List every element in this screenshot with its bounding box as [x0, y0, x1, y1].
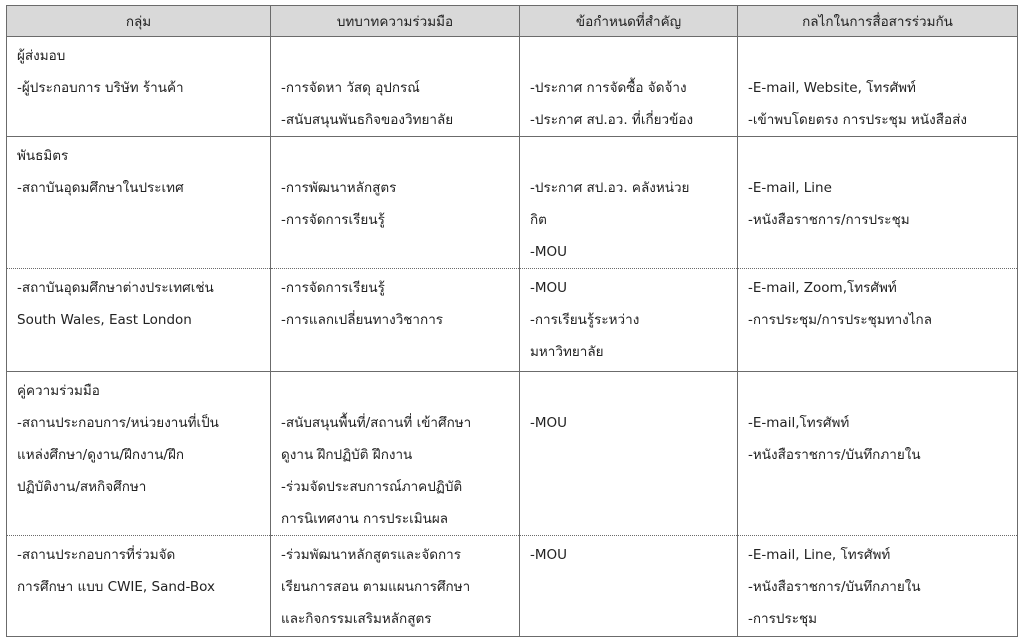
cell-requirements: -MOU -การเรียนรู้ระหว่าง มหาวิทยาลัย [520, 269, 738, 372]
cell-requirements: -MOU [520, 372, 738, 536]
cell-group: -สถานประกอบการที่ร่วมจัด การศึกษา แบบ CWIE, Sand-Box [7, 536, 271, 637]
table-row [7, 137, 1018, 269]
cell-communication: -E-mail, Zoom,โทรศัพท์ -การประชุม/การประชุมทางไกล [738, 269, 1018, 372]
cell-communication: -E-mail,โทรศัพท์ -หนังสือราชการ/บันทึกภายใน [738, 372, 1018, 536]
table-row [7, 536, 1018, 637]
header-communication: กลไกในการสื่อสารร่วมกัน [738, 6, 1018, 37]
table-row [7, 269, 1018, 372]
cell-requirements: -ประกาศ สป.อว. คลังหน่วย กิต -MOU [520, 137, 738, 269]
cell-communication: -E-mail, Website, โทรศัพท์ -เข้าพบโดยตรง การประชุม หนังสือส่ง [738, 37, 1018, 137]
cell-group: คู่ความร่วมมือ -สถานประกอบการ/หน่วยงานที่เป็น แหล่งศึกษา/ดูงาน/ฝึกงาน/ฝึก ปฏิบัติงาน/สหกิจศึกษา [7, 372, 271, 536]
cell-role: -สนับสนุนพื้นที่/สถานที่ เข้าศึกษา ดูงาน ฝึกปฏิบัติ ฝึกงาน -ร่วมจัดประสบการณ์ภาคปฏิบัติ การนิเทศงาน การประเมินผล [271, 372, 520, 536]
cell-communication: -E-mail, Line -หนังสือราชการ/การประชุม [738, 137, 1018, 269]
cell-role: -ร่วมพัฒนาหลักสูตรและจัดการ เรียนการสอน ตามแผนการศึกษา และกิจกรรมเสริมหลักสูตร [271, 536, 520, 637]
header-group: กลุ่ม [7, 6, 271, 37]
cell-role: -การจัดการเรียนรู้ -การแลกเปลี่ยนทางวิชาการ [271, 269, 520, 372]
cell-group: -สถาบันอุดมศึกษาต่างประเทศเช่น South Wales, East London [7, 269, 271, 372]
cell-group: ผู้ส่งมอบ -ผู้ประกอบการ บริษัท ร้านค้า [7, 37, 271, 137]
table-header-row [7, 6, 1018, 37]
cell-role: -การจัดหา วัสดุ อุปกรณ์ -สนับสนุนพันธกิจของวิทยาลัย [271, 37, 520, 137]
cell-communication: -E-mail, Line, โทรศัพท์ -หนังสือราชการ/บันทึกภายใน -การประชุม [738, 536, 1018, 637]
cell-role: -การพัฒนาหลักสูตร -การจัดการเรียนรู้ [271, 137, 520, 269]
table-row [7, 37, 1018, 137]
header-role: บทบาทความร่วมมือ [271, 6, 520, 37]
header-requirements: ข้อกำหนดที่สำคัญ [520, 6, 738, 37]
partner-table [6, 5, 1018, 637]
table-row [7, 372, 1018, 536]
cell-requirements: -MOU [520, 536, 738, 637]
cell-requirements: -ประกาศ การจัดซื้อ จัดจ้าง -ประกาศ สป.อว. ที่เกี่ยวข้อง [520, 37, 738, 137]
cell-group: พันธมิตร -สถาบันอุดมศึกษาในประเทศ [7, 137, 271, 269]
